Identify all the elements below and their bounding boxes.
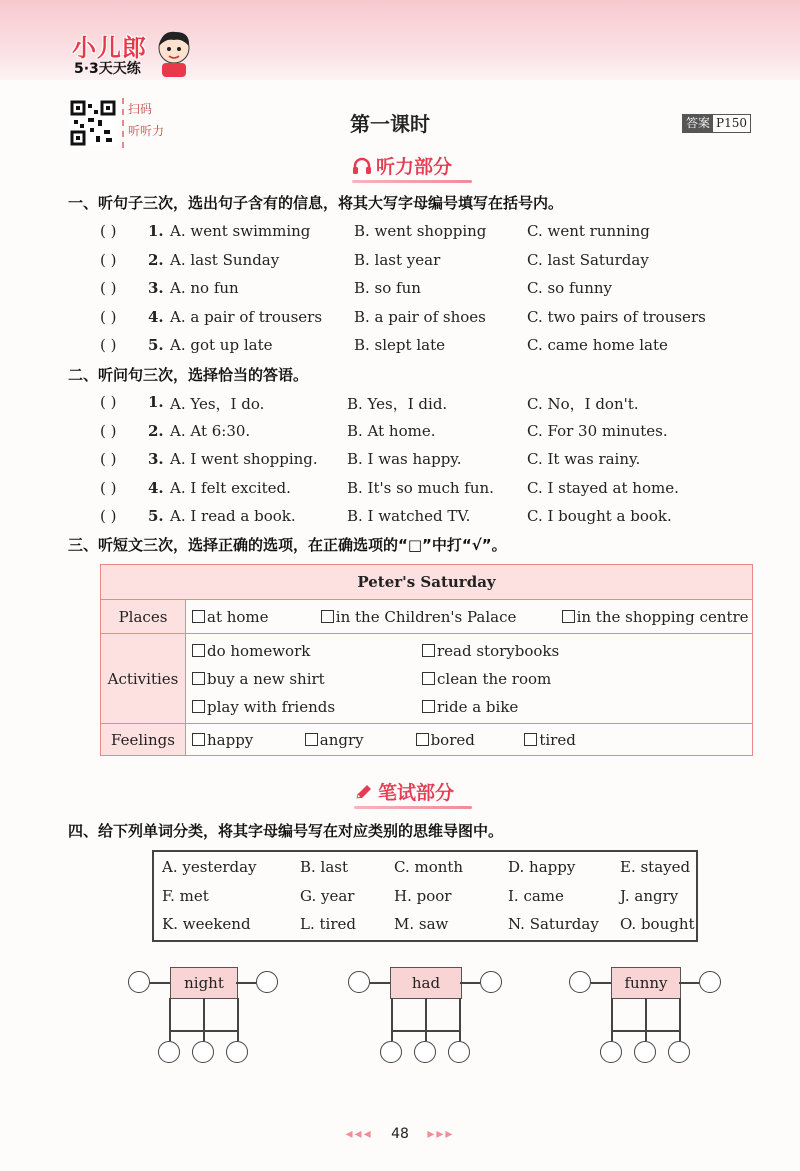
part1-instruction: 一、听句子三次，选出句子含有的信息，将其大写字母编号填写在括号内。 xyxy=(68,194,564,212)
mind-map-center: had xyxy=(390,967,462,999)
answer-bracket[interactable]: ( ) xyxy=(100,250,117,269)
next-arrows-icon: ▸▸▸ xyxy=(427,1126,455,1142)
answer-page: P150 xyxy=(716,116,747,130)
series-name: 5·3天天练 xyxy=(74,61,141,77)
answer-circle[interactable] xyxy=(192,1041,214,1063)
section-underline xyxy=(352,180,472,183)
answer-circle[interactable] xyxy=(414,1041,436,1063)
word-item: K. weekend xyxy=(162,915,251,933)
answer-circle[interactable] xyxy=(699,971,721,993)
activity-option[interactable]: do homework xyxy=(192,637,422,665)
answer-circle[interactable] xyxy=(348,971,370,993)
map-connector xyxy=(237,998,239,1041)
places-label: Places xyxy=(101,600,186,634)
map-connector xyxy=(460,982,480,984)
word-item: M. saw xyxy=(394,915,449,933)
option-a: A. got up late xyxy=(170,336,273,355)
part4-instruction: 四、给下列单词分类，将其字母编号写在对应类别的思维导图中。 xyxy=(68,822,504,840)
question-number: 5. xyxy=(148,507,164,526)
word-item: J. angry xyxy=(620,886,679,905)
question-number: 4. xyxy=(148,307,164,326)
mascot-boy-icon xyxy=(152,26,196,78)
question-number: 3. xyxy=(148,279,164,298)
option-c: C. last Saturday xyxy=(527,250,649,269)
map-connector xyxy=(169,998,171,1041)
option-b: B. I watched TV. xyxy=(347,507,471,526)
question-number: 1. xyxy=(148,393,164,411)
answer-bracket[interactable]: ( ) xyxy=(100,222,117,240)
option-a: A. went swimming xyxy=(170,222,311,240)
option-a: A. At 6:30. xyxy=(170,421,251,440)
question-number: 4. xyxy=(148,478,164,497)
answer-bracket[interactable]: ( ) xyxy=(100,478,117,497)
answer-circle[interactable] xyxy=(448,1041,470,1063)
word-item: L. tired xyxy=(300,915,356,933)
map-connector xyxy=(459,998,461,1041)
answer-bracket[interactable]: ( ) xyxy=(100,393,117,411)
option-a: A. no fun xyxy=(170,279,239,298)
listening-section-header xyxy=(352,152,472,183)
option-c: C. I bought a book. xyxy=(527,507,672,526)
option-b: B. last year xyxy=(354,250,441,269)
answer-circle[interactable] xyxy=(380,1041,402,1063)
option-b: B. Yes，I did. xyxy=(347,395,448,413)
mind-map-center: funny xyxy=(611,967,681,999)
scan-listen-label xyxy=(122,98,174,148)
word-item: O. bought xyxy=(620,915,695,933)
option-c: C. so funny xyxy=(527,279,612,298)
prev-arrows-icon: ◂◂◂ xyxy=(345,1126,373,1142)
word-item: C. month xyxy=(394,858,464,876)
table-title: Peter's Saturday xyxy=(101,565,753,600)
listening-section-title: 听力部分 xyxy=(376,156,453,178)
section-underline xyxy=(354,806,472,809)
question-number: 2. xyxy=(148,421,164,440)
option-c: C. came home late xyxy=(527,336,668,355)
map-connector xyxy=(645,998,647,1041)
word-item: F. met xyxy=(162,886,209,905)
place-option[interactable]: in the shopping centre xyxy=(562,608,749,626)
answer-circle[interactable] xyxy=(600,1041,622,1063)
map-connector xyxy=(425,998,427,1041)
qr-code-icon[interactable] xyxy=(70,100,116,146)
word-item: D. happy xyxy=(508,858,576,876)
scan-text-1: 扫码 xyxy=(128,102,153,116)
option-a: A. Yes，I do. xyxy=(170,395,265,413)
option-a: A. I felt excited. xyxy=(170,478,291,497)
map-connector xyxy=(611,998,613,1041)
pencil-icon xyxy=(354,783,374,801)
word-item: I. came xyxy=(508,886,564,905)
writing-section-header xyxy=(354,778,472,809)
option-a: A. last Sunday xyxy=(170,250,280,269)
place-option[interactable]: at home xyxy=(192,608,316,626)
word-item: H. poor xyxy=(394,886,452,905)
page-footer xyxy=(0,1126,800,1142)
answer-circle[interactable] xyxy=(634,1041,656,1063)
feeling-option[interactable]: bored xyxy=(416,731,520,749)
feeling-option[interactable]: angry xyxy=(305,731,411,749)
option-a: A. a pair of trousers xyxy=(170,307,323,326)
activity-option[interactable]: read storybooks xyxy=(422,642,559,660)
activity-option[interactable]: ride a bike xyxy=(422,698,518,716)
option-b: B. At home. xyxy=(347,421,436,440)
map-connector xyxy=(391,998,393,1041)
feeling-option[interactable]: happy xyxy=(192,731,300,749)
word-item: B. last xyxy=(300,858,349,876)
answer-reference xyxy=(682,114,751,133)
word-item: G. year xyxy=(300,886,355,905)
option-c: C. It was rainy. xyxy=(527,450,641,469)
writing-section-title: 笔试部分 xyxy=(378,782,455,804)
option-c: C. For 30 minutes. xyxy=(527,421,668,440)
option-b: B. so fun xyxy=(354,279,421,298)
answer-circle[interactable] xyxy=(569,971,591,993)
activity-option[interactable]: buy a new shirt xyxy=(192,665,422,693)
page-number: 48 xyxy=(391,1126,409,1142)
feeling-option[interactable]: tired xyxy=(524,731,575,749)
activities-label: Activities xyxy=(101,634,186,724)
headphones-icon xyxy=(352,157,372,175)
answer-bracket[interactable]: ( ) xyxy=(100,279,117,298)
option-b: B. a pair of shoes xyxy=(354,307,486,326)
map-connector xyxy=(679,998,681,1041)
option-b: B. slept late xyxy=(354,336,445,355)
question-number: 3. xyxy=(148,450,164,469)
lesson-title: 第一课时 xyxy=(350,112,430,136)
answer-bracket[interactable]: ( ) xyxy=(100,336,117,355)
word-item: E. stayed xyxy=(620,858,691,876)
option-c: C. I stayed at home. xyxy=(527,478,679,497)
word-item: A. yesterday xyxy=(162,858,257,876)
option-c: C. went running xyxy=(527,222,650,240)
answer-bracket[interactable]: ( ) xyxy=(100,507,117,526)
answer-bracket[interactable]: ( ) xyxy=(100,421,117,440)
option-a: A. I read a book. xyxy=(170,507,296,526)
feelings-label: Feelings xyxy=(101,724,186,756)
option-a: A. I went shopping. xyxy=(170,450,318,469)
map-connector xyxy=(236,982,256,984)
answer-circle[interactable] xyxy=(256,971,278,993)
option-b: B. I was happy. xyxy=(347,450,462,469)
part2-instruction: 二、听问句三次，选择恰当的答语。 xyxy=(68,366,309,384)
question-number: 1. xyxy=(148,222,164,240)
answer-bracket[interactable]: ( ) xyxy=(100,450,117,469)
mind-map-center: night xyxy=(170,967,238,999)
answer-circle[interactable] xyxy=(158,1041,180,1063)
answer-circle[interactable] xyxy=(668,1041,690,1063)
activity-option[interactable]: play with friends xyxy=(192,693,422,721)
option-b: B. It's so much fun. xyxy=(347,478,494,497)
map-connector xyxy=(150,982,170,984)
place-option[interactable]: in the Children's Palace xyxy=(321,608,557,626)
option-c: C. two pairs of trousers xyxy=(527,307,706,326)
part3-instruction: 三、听短文三次，选择正确的选项，在正确选项的“□”中打“√”。 xyxy=(68,536,507,554)
answer-circle[interactable] xyxy=(226,1041,248,1063)
word-item: N. Saturday xyxy=(508,915,599,933)
brand-logo: 小儿郎 xyxy=(72,34,147,62)
question-number: 2. xyxy=(148,250,164,269)
map-connector xyxy=(203,998,205,1041)
peters-saturday-table xyxy=(100,564,753,756)
map-connector xyxy=(679,982,699,984)
activity-option[interactable]: clean the room xyxy=(422,670,551,688)
map-connector xyxy=(370,982,390,984)
answer-label: 答案 xyxy=(683,115,713,132)
option-b: B. went shopping xyxy=(354,222,487,240)
map-connector xyxy=(591,982,611,984)
answer-circle[interactable] xyxy=(128,971,150,993)
scan-text-2: 听听力 xyxy=(128,124,165,138)
question-number: 5. xyxy=(148,336,164,355)
answer-bracket[interactable]: ( ) xyxy=(100,307,117,326)
answer-circle[interactable] xyxy=(480,971,502,993)
option-c: C. No，I don't. xyxy=(527,395,639,413)
